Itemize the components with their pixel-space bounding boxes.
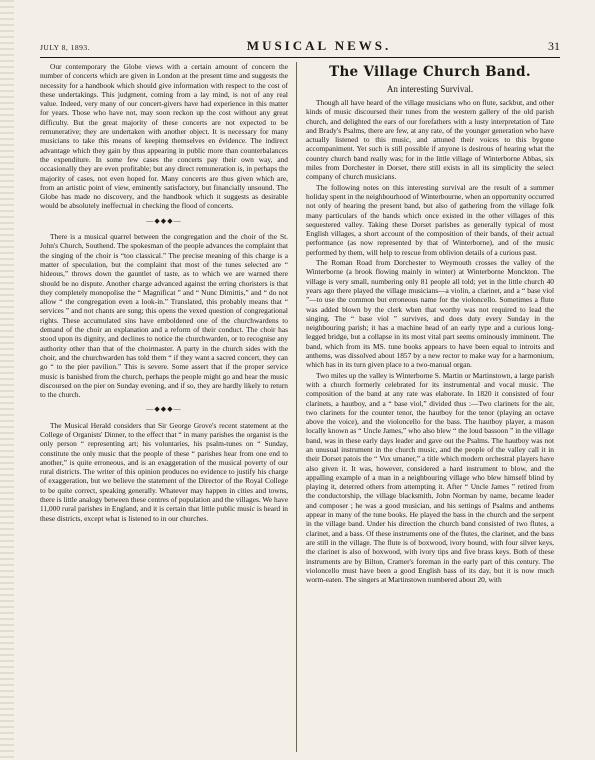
article-southend-choir: There is a musical quarrel between the congregation and the choir of the St. John's Church, Southend. The spokesman of the people advances the complaint that the singing of the choir is “too classical.” The precise meaning of this charge is a matter of speculation, but the complaint that most of the tunes selected are “ hideous,” throws down the gauntlet of taste, as to which we are warned there should be no dispute. Another charge advanced against the erring choristers is that they completely monopolise the “ Magnificat ” and “ Nunc Dimittis,” and “ do not allow “ the congregation even a look-in.” Translated, this probably means that “ services ” and not chants are sung; this opens the vexed question of congregational rights. These accumulated sins have emboldened one of the churchwardens to demand of the choir an explanation and a reform of their conduct. The choir has stood upon its dignity, and declines to notice the churchwarden, or to recognise any authority other than that of the choirmaster. A party in the church sides with the choir, and the churchwarden has told them “ if they want a sacred concert, they can go “ to the pier pavilion.” This is severe. Some assert that if the proper service music is banished from the church, perhaps the people might go and hear the music discoursed on the pier on Sunday evening, and if so, they are hardly likely to return to the church. [40, 232, 288, 400]
page-header [40, 38, 560, 56]
section-separator: —◆◆◆— [146, 216, 182, 225]
article-subtitle: An interesting Survival. [386, 84, 474, 94]
column-divider [296, 62, 297, 752]
article-paragraph: Though all have heard of the village musicians who on flute, sackbut, and other kinds of music discoursed their tunes from the western gallery of the old parish church, and delighted the ears of our forefathers with a lusty interpretation of Tate and Brady's Psalms, there are few, at any rate, of the younger generation who have actually listened to this music, and attuned their voices to this bygone accompaniment. Yet such is still possible if anyone is desirous of hearing what the country church band really was; for in the little village of Winterborne Abbas, six miles from Dorchester in Dorset, there still exists in all its simplicity the select company of church musicians. [306, 98, 554, 182]
article-title: The Village Church Band. [329, 64, 531, 80]
article-paragraph: The following notes on this interesting survival are the result of a summer holiday spent in the neighbourhood of Winterbourne, when an opportunity occurred not only of hearing the present band, but also of gathering from the village folk many particulars of the bands which once existed in the other villages of this sequestered valley. Taking these Dorset parishes as generally typical of most English villages, a short account of the composition of their bands, of their actual performance (as now represented by that of Winterborne), and of the music performed by them, will help to rescue from oblivion details of a curious past. [306, 182, 554, 257]
article-paragraph: Two miles up the valley is Winterborne S. Martin or Martinstown, a large parish with a church formerly celebrated for its instrumental and vocal music. The composition of the band at any rate was elaborate. In 1820 it consisted of four clarinets, a hautboy, and a “ base viol,” divided thus :—Two clarinets for the air, two clarinets for the counter tenor, the hautboy for the tenor (playing an octave above the voice), and the violoncello for the bass. The hautboy player, a mason locally known as “ Uncle James,” who also blew “ the loud bassoon ” in the village band, was in these early days leader and gave out the Psalms. The hautboy was not an unusual instrument in the church music, and the people of the valley call it in their Dorset patois the “ Vox umaner,” a title which modern orchestral players have also given it. It was, however, considered a hard instrument to blow, and the appalling example of a man in a neighbouring village who blew himself blind by playing it, deterred others from attempting it. After “ Uncle James ” retired from the conductorship, the village blacksmith, John Norman by name, became leader and composer ; he was a good musician, and his settings of Psalms and anthems appear in many of the tune books. He played the bass in the church and the serpent in the village band. Under his direction the church band consisted of two flutes, a clarinet, and a bass. Of these instruments one of the flutes, the clarinet, and the bass are still in the village. The flute is of boxwood, ivory bound, with four silver keys, the clarinet is also of boxwood, with ivory tips and five brass keys. Both of these instruments are by Bilton, Cramer's foreman in the early part of this century. The violoncello must have been a good English bass of its day, but it is now much worm-eaten. The singers at Martinstown numbered about 20, with [306, 370, 554, 585]
header-rule [40, 57, 560, 58]
article-musical-herald: The Musical Herald considers that Sir George Grove's recent statement at the College of Organists' Dinner, to the effect that “ in many parishes the organist is the only person “ representing art; his voluntaries, his psalm-tunes on “ Sunday, constitute the only music that the people of these “ parishes hear from one end to another,” is quite erroneous, and is an exaggeration of the musical poverty of our rural districts. The writer of this opinion produces no evidence to justify his charge of exaggeration, but we believe the statement of the Director of the Royal College to be quite correct, speaking generally. Whatever may happen in cities and towns, there is little analogy between these centres of population and the villages. We have 11,000 rural parishes in England, and it is certain that little public music is heard in these districts, except what is listened to in our churches. [40, 420, 288, 523]
article-globe: Our contemporary the Globe views with a certain amount of concern the number of concerts which are given in London at the present time and suggests the necessity for a handbook which should give information with respect to the cost of these undertakings. This judgment, coming from a lay mind, is not of any real value. Indeed, very many of our concert-givers have had experience in this matter for years. Those who have not, may soon reckon up the cost without any great difficulty. But the great majority of these concerts are not expected to be remunerative; they are undertaken with another object. It is necessary for many musicians to take this means of keeping themselves en évidence. The indirect advantage which they gain by thus appearing in public more than counterbalances the expenditure. In some few cases the concerts pay their own way, and occasionally they are even profitable; but any direct remuneration is, in perhaps the majority of cases, not even hoped for. Many concerts are thus given which are, from an artistic point of view, eminently satisfactory, but financially unsound. The Globe has made no discovery, and the handbook which it suggests as desirable would be absolutely ineffectual in checking the flood of concerts. [40, 62, 288, 211]
page-number: 31 [548, 39, 560, 53]
article-paragraph: The Roman Road from Dorchester to Weymouth crosses the valley of the Winterborne (a brook flowing mainly in winter) at Winterborne Monckton. The village is very small, numbering only 81 people all told; yet in the little church 40 years ago there played the village musicians—a violin, a clarinet, and a “ base viol ”—to use the common but erroneous name for the violoncello. Sometimes a flute was added blown by the clerk when that worthy was not required to lead the singing. The “ base viol ” survives, and does duty every Sunday in the neighbouring parish; it has a machine head of an early type and a curious long-legged bridge, but a collapse in its most vital part seems ominously imminent. The band, which from its MS. tune books appears to have been equal to introits and anthems, was dissolved about 1857 by a new rector to make way for a harmonium, which has in its turn given place to a two-manual organ. [306, 258, 554, 370]
publication-title: MUSICAL NEWS. [246, 38, 392, 53]
left-column [40, 62, 288, 752]
binding-edge [0, 0, 14, 760]
right-column [306, 62, 554, 752]
issue-date: JULY 8, 1893. [40, 43, 91, 52]
section-separator: —◆◆◆— [146, 405, 182, 414]
